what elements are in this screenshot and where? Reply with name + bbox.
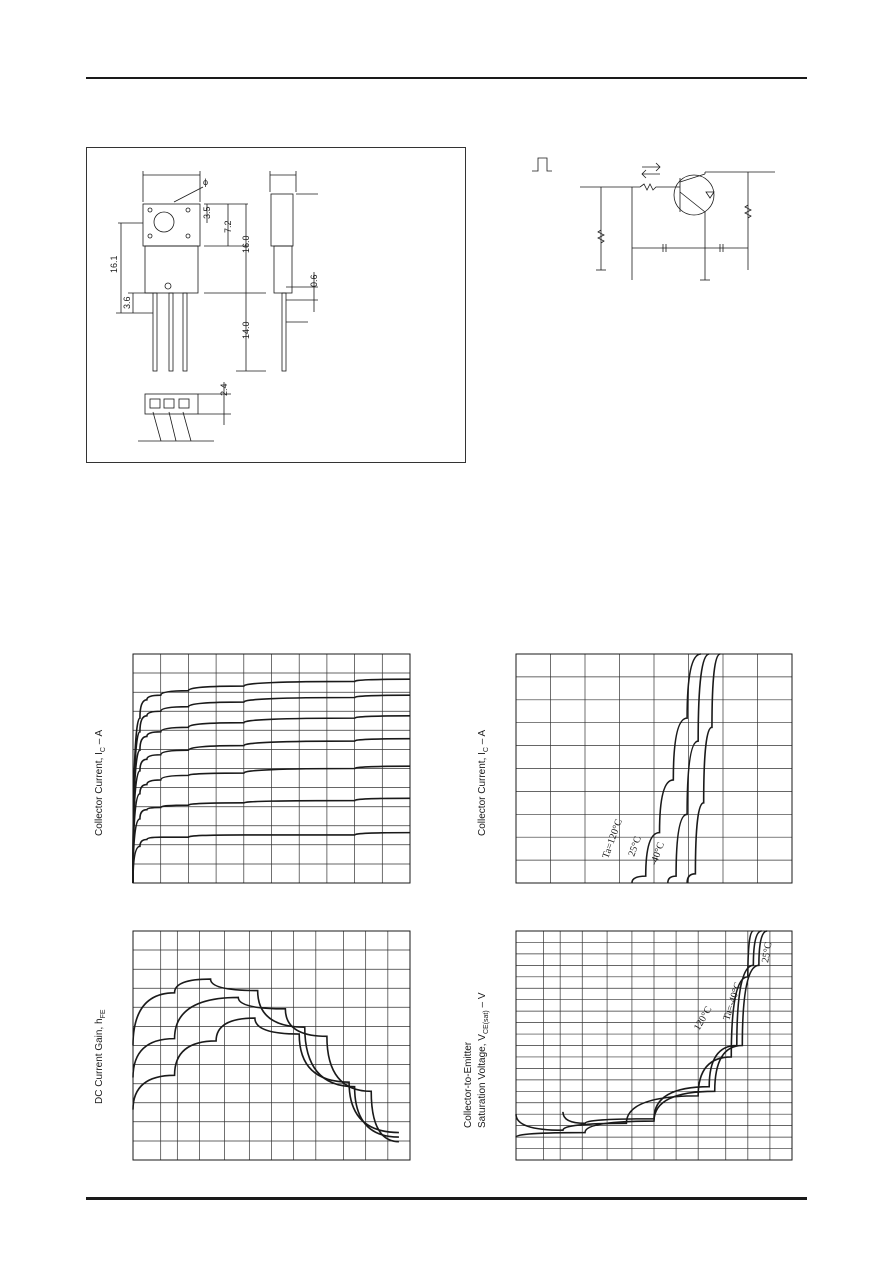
dim-label: 7.2 (223, 220, 233, 233)
package-outline-drawing (86, 147, 466, 463)
dim-label: 3.6 (122, 296, 132, 309)
annotation-25c: 25°C (760, 941, 775, 964)
chart-ic-vbe (516, 654, 792, 883)
chart-hfe-ic (133, 931, 410, 1160)
chart-vcesat-ic-ylabel: Collector-to-Emitter Saturation Voltage, $V_{CE(sat)}$ – V (463, 992, 490, 1128)
phi-symbol: ϕ (203, 177, 209, 187)
chart-vcesat-ic (516, 931, 792, 1160)
dim-label: 16.1 (109, 255, 119, 273)
test-circuit-diagram (520, 150, 790, 290)
series-line-2 (133, 997, 399, 1141)
chart-ic-vce-ylabel: Collector Current, $I_C$ – A (94, 729, 107, 836)
annotation-ta-minus40: Ta=-40°C (721, 980, 745, 1022)
dim-label: 3.5 (202, 206, 212, 219)
series-line-1 (133, 979, 399, 1137)
dim-label: 0.6 (309, 274, 319, 287)
dim-label: 2.4 (219, 383, 229, 396)
annotation-120c: 120°C (692, 1004, 715, 1033)
chart-hfe-ic-ylabel: DC Current Gain, $h_{FE}$ (94, 1009, 107, 1104)
annotation-25c: 25°C (626, 834, 644, 859)
annotation-minus40c: -40°C (648, 840, 668, 868)
annotation-ta-120: Ta=120°C (600, 817, 625, 861)
dim-label: 16.0 (241, 235, 251, 253)
footer-rule (86, 1197, 807, 1200)
chart-ic-vce (133, 654, 410, 883)
series-line-1 (516, 931, 753, 1130)
dim-label: 14.0 (241, 321, 251, 339)
header-rule (86, 77, 807, 79)
chart-ic-vbe-ylabel: Collector Current, $I_C$ – A (477, 729, 490, 836)
